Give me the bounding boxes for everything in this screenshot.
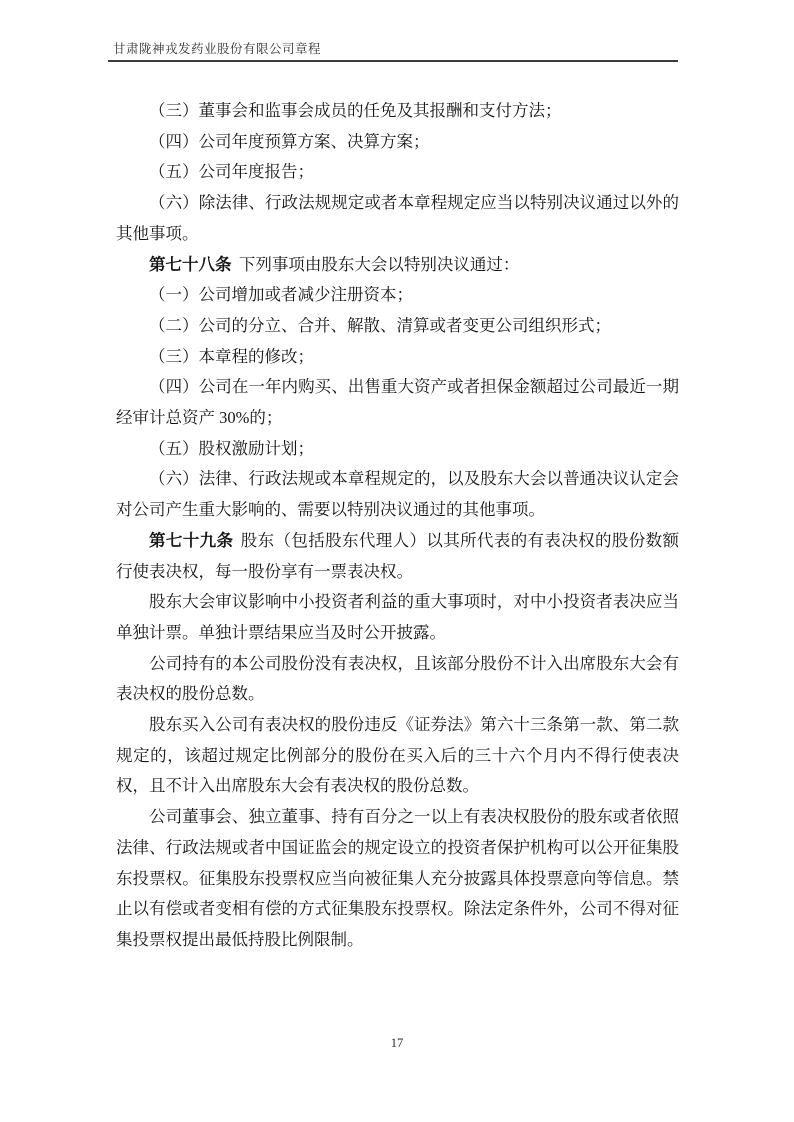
paragraph [116, 96, 679, 127]
paragraph [116, 280, 679, 311]
paragraph [116, 649, 679, 710]
paragraph [116, 434, 679, 465]
paragraph-text: 股东（包括股东代理人）以其所代表的有表决权的股份数额行使表决权，每一股份享有一票表决权。 [116, 530, 680, 581]
paragraph [116, 464, 679, 525]
paragraph-text: （四）公司年度预算方案、决算方案； [149, 131, 430, 151]
paragraph-text: （五）股权激励计划； [149, 438, 314, 458]
page-header [108, 42, 678, 62]
paragraph-text: （二）公司的分立、合并、解散、清算或者变更公司组织形式； [149, 315, 611, 335]
paragraph [116, 372, 679, 433]
paragraph [116, 311, 679, 342]
paragraph [116, 250, 679, 281]
paragraph-text: （三）董事会和监事会成员的任免及其报酬和支付方法； [149, 101, 562, 120]
page-number: 17 [390, 1036, 404, 1050]
paragraph [116, 342, 679, 373]
article-number: 第七十九条 [149, 530, 234, 550]
paragraph [116, 127, 679, 158]
paragraph [116, 587, 679, 648]
paragraph-text: （五）公司年度报告； [149, 162, 314, 182]
paragraph-text: （一）公司增加或者减少注册资本； [149, 285, 413, 305]
paragraph [116, 710, 679, 802]
page-footer [0, 1036, 794, 1051]
paragraph-text: 股东买入公司有表决权的股份违反《证券法》第六十三条第一款、第二款规定的，该超过规定比例部分的股份在买入后的三十六个月内不得行使表决权，且不计入出席股东大会有表决权的股份总数。 [116, 715, 679, 796]
paragraph-text: 下列事项由股东大会以特别决议通过： [238, 254, 520, 274]
paragraph-text: （六）法律、行政法规或本章程规定的，以及股东大会以普通决议认定会对公司产生重大影响的、需要以特别决议通过的其他事项。 [116, 469, 679, 520]
paragraph-text: （四）公司在一年内购买、出售重大资产或者担保金额超过公司最近一期经审计总资产 30%的； [116, 377, 679, 428]
paragraph-text: 公司董事会、独立董事、持有百分之一以上有表决权股份的股东或者依照法律、行政法规或者中国证监会的规定设立的投资者保护机构可以公开征集股东投票权。征集股东投票权应当向被征集人充分披露具体投票意向等信息。禁止以有偿或者变相有偿的方式征集股东投票权。除法定条件外，公司不得对征集投票权提出最低持股比例限制。 [116, 807, 679, 949]
paragraph [116, 526, 679, 587]
paragraph [116, 188, 679, 249]
paragraph [116, 802, 679, 956]
article-number: 第七十八条 [149, 254, 232, 274]
paragraph-text: （三）本章程的修改； [149, 346, 314, 366]
paragraph-text: （六）除法律、行政法规规定或者本章程规定应当以特别决议通过以外的其他事项。 [116, 193, 679, 243]
header-title: 甘肃陇神戎发药业股份有限公司章程 [108, 42, 678, 62]
paragraph-text: 公司持有的本公司股份没有表决权，且该部分股份不计入出席股东大会有表决权的股份总数。 [116, 653, 679, 704]
paragraph-text: 股东大会审议影响中小投资者利益的重大事项时，对中小投资者表决应当单独计票。单独计票结果应当及时公开披露。 [116, 592, 679, 642]
paragraph [116, 157, 679, 188]
document-body [116, 96, 679, 956]
